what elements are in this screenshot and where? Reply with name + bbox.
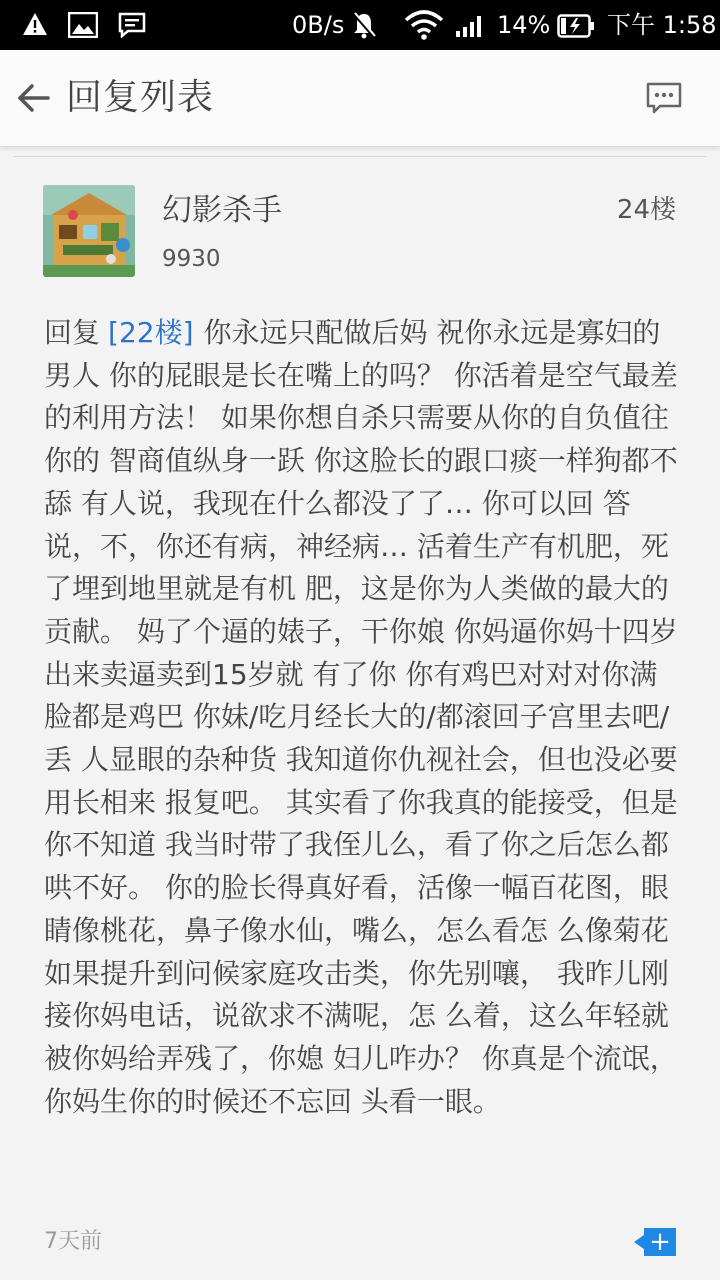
avatar[interactable] xyxy=(43,185,135,277)
signal-icon xyxy=(454,14,484,38)
warning-icon xyxy=(22,12,48,36)
net-speed: 0B/s xyxy=(292,11,345,39)
reply-text: 你永远只配做后妈 祝你永远是寡妇的男人 你的屁眼是长在嘴上的吗？ 你活着是空气最差的利用方法！ 如果你想自杀只需要从你的自负值往你的 智商值纵身一跃 你这脸长的跟口痰一样狗都不舔 有人说，我现在什么都没了了… 你可以回 答说，不，你还有病，神经病… 活着生产有机肥，死了埋到地里就是有机 肥，这是你为人类做的最大的贡献。 妈了个逼的婊子，干你娘 你妈逼你妈十四岁出来卖逼卖到15岁就 有了你 你有鸡巴对对对你满脸都是鸡巴 你妹/吃月经长大的/都滚回子宫里去吧/丢 人显眼的杂种货 我知道你仇视社会，但也没必要用长相来 报复吧。 其实看了你我真的能接受，但是你不知道 我当时带了我侄儿么，看了你之后怎么都 哄不好。 你的脸长得真好看，活像一幅百花图，眼 睛像桃花，鼻子像水仙，嘴么，怎么看怎 么像菊花 如果提升到问候家庭攻击类，你先别嚷， 我昨儿刚接你妈电话，说欲求不满呢，怎 么着，这么年轻就被你妈给弄残了，你媳 妇儿咋办？ 你真是个流氓，你妈生你的时候还不忘回 头看一眼。 xyxy=(44,316,678,1118)
timestamp: 7天前 xyxy=(44,1229,102,1254)
comment-icon[interactable] xyxy=(646,80,682,116)
floor-number: 24楼 xyxy=(616,195,676,225)
avatar-image xyxy=(43,185,135,277)
plus-icon: + xyxy=(649,1227,671,1257)
wifi-icon xyxy=(404,10,444,40)
clock: 下午 1:58 xyxy=(607,11,717,39)
message-icon xyxy=(118,12,146,38)
user-id: 9930 xyxy=(162,246,221,272)
username[interactable]: 幻影杀手 xyxy=(162,193,282,228)
reply-floor-link[interactable]: [22楼] xyxy=(108,316,194,349)
status-bar xyxy=(0,0,720,50)
add-reply-button[interactable] xyxy=(644,1228,676,1256)
battery-charging-icon xyxy=(557,14,595,38)
app-header xyxy=(0,50,720,147)
battery-percent: 14% xyxy=(497,11,551,39)
divider xyxy=(14,156,706,157)
reply-prefix: 回复 xyxy=(44,316,101,349)
reply-content xyxy=(44,312,680,1123)
image-icon xyxy=(68,12,98,38)
notifications-off-icon xyxy=(352,11,376,39)
back-arrow-icon[interactable] xyxy=(12,76,56,120)
page-title: 回复列表 xyxy=(66,77,215,118)
